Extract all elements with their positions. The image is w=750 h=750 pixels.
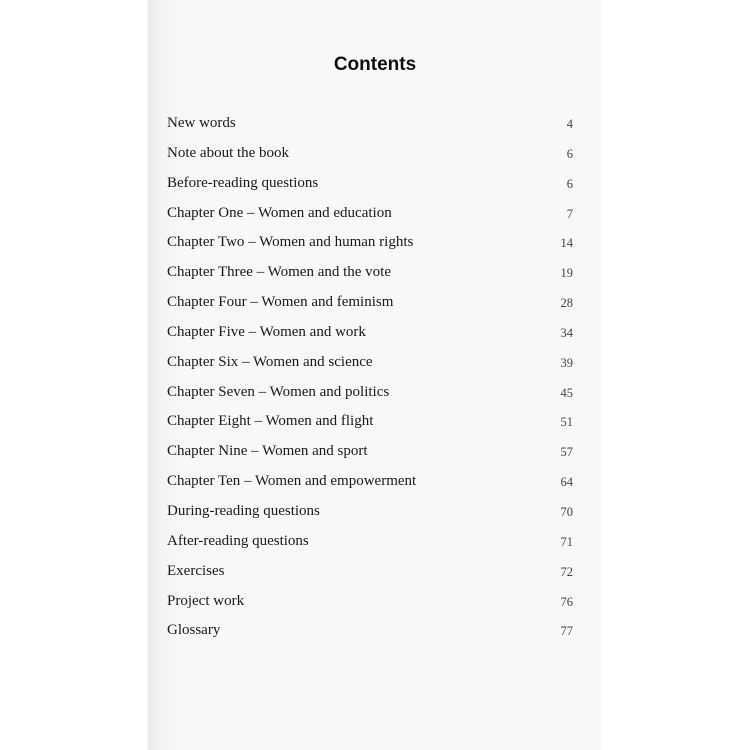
toc-entry-page-number: 57	[560, 445, 573, 460]
toc-entry-page-number: 72	[560, 564, 573, 579]
toc-entry-page-number: 6	[566, 176, 573, 191]
toc-entry-page-number: 7	[566, 206, 573, 221]
toc-entry-page-number: 45	[560, 385, 573, 400]
toc-entry-label: Chapter Eight – Women and flight	[167, 413, 374, 430]
toc-entry-label: Note about the book	[167, 144, 290, 161]
toc-entry-page-number: 76	[560, 594, 573, 609]
toc-entry	[167, 229, 573, 259]
toc-entry-label: Chapter Three – Women and the vote	[167, 264, 392, 281]
toc-entry-page-number: 39	[560, 355, 573, 370]
toc-entry	[167, 140, 573, 170]
toc-entry-label: Chapter Ten – Women and empowerment	[167, 473, 417, 490]
toc-entry	[167, 200, 573, 230]
toc-entry	[167, 110, 573, 140]
table-of-contents	[167, 110, 573, 647]
toc-entry	[167, 588, 573, 618]
toc-entry-page-number: 70	[560, 504, 573, 519]
toc-entry	[167, 438, 573, 468]
toc-entry-label: New words	[167, 115, 236, 131]
toc-entry-page-number: 4	[566, 117, 573, 131]
toc-entry	[167, 468, 573, 498]
toc-entry-page-number: 34	[560, 325, 573, 340]
toc-entry	[167, 379, 573, 409]
toc-entry	[167, 259, 573, 289]
toc-entry-label: Chapter Nine – Women and sport	[167, 443, 368, 460]
toc-entry-label: Before-reading questions	[167, 174, 319, 191]
toc-entry-page-number: 71	[560, 534, 573, 549]
toc-entry-label: Chapter Four – Women and feminism	[167, 294, 394, 311]
toc-entry-label: After-reading questions	[167, 532, 309, 549]
toc-entry-page-number: 6	[566, 146, 573, 161]
toc-entry-page-number: 28	[560, 296, 573, 311]
toc-entry-page-number: 19	[560, 266, 573, 281]
toc-entry-label: Glossary	[167, 622, 221, 639]
page-title: Contents	[333, 54, 417, 75]
toc-entry-page-number: 77	[560, 624, 573, 639]
toc-entry	[167, 170, 573, 200]
toc-entry	[167, 289, 573, 319]
toc-entry	[167, 498, 573, 528]
toc-entry-label: Exercises	[167, 562, 225, 579]
toc-entry	[167, 349, 573, 379]
toc-entry	[167, 528, 573, 558]
toc-entry-label: Chapter Five – Women and work	[167, 323, 366, 340]
toc-entry-label: During-reading questions	[167, 502, 320, 519]
toc-entry-page-number: 64	[560, 475, 573, 490]
toc-entry	[167, 617, 573, 647]
toc-entry	[167, 408, 573, 438]
toc-entry	[167, 558, 573, 588]
toc-entry-label: Chapter One – Women and education	[167, 204, 392, 221]
toc-entry-label: Chapter Six – Women and science	[167, 353, 373, 370]
toc-entry-page-number: 14	[560, 236, 573, 251]
toc-entry-page-number: 51	[560, 415, 573, 430]
toc-entry-label: Chapter Two – Women and human rights	[167, 234, 414, 251]
toc-entry-label: Project work	[167, 592, 245, 609]
toc-entry	[167, 319, 573, 349]
toc-entry-label: Chapter Seven – Women and politics	[167, 383, 390, 400]
